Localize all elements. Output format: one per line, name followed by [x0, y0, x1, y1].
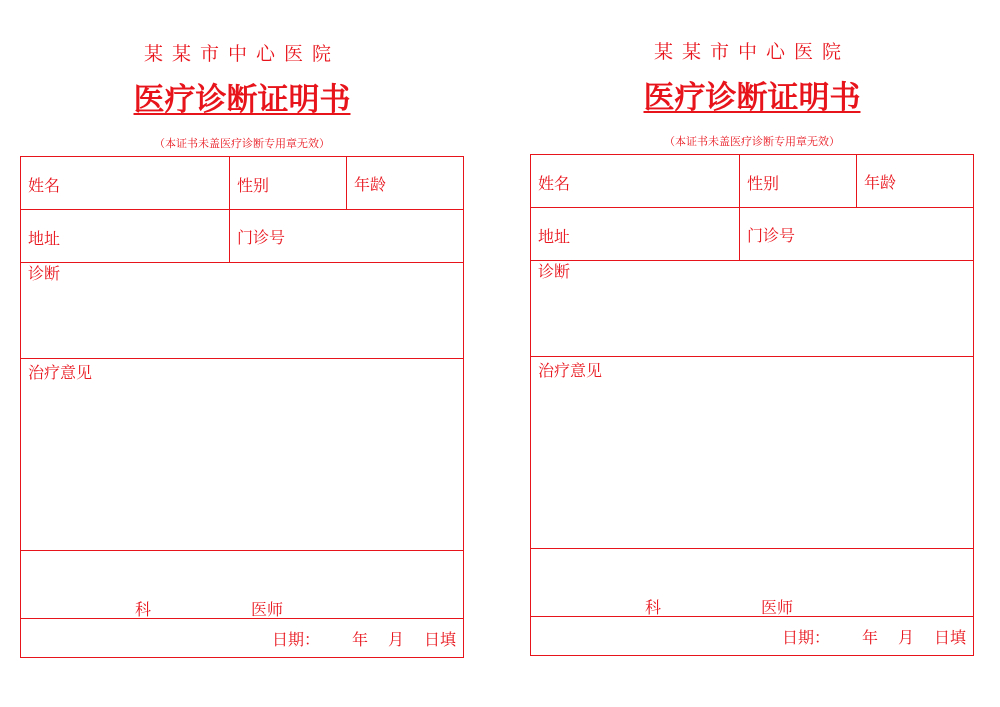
diagnosis-field[interactable]: 诊断 — [538, 262, 571, 281]
clinic-number-field[interactable]: 门诊号 — [747, 226, 796, 245]
date-label: 日期： — [782, 628, 831, 647]
name-field[interactable]: 姓名 — [538, 174, 571, 193]
hospital-name: 某某市中心医院 — [653, 41, 850, 63]
address-field[interactable]: 地址 — [28, 229, 61, 248]
column-divider — [739, 155, 740, 260]
age-field[interactable]: 年龄 — [354, 175, 387, 194]
date-month[interactable]: 月 — [898, 628, 915, 647]
diagnosis-field[interactable]: 诊断 — [28, 264, 61, 283]
row-divider — [531, 207, 973, 208]
department-field[interactable]: 科 — [645, 598, 662, 617]
treatment-field[interactable]: 治疗意见 — [28, 363, 93, 382]
address-field[interactable]: 地址 — [538, 227, 571, 246]
certificate-title: 医疗诊断证明书 — [643, 80, 861, 116]
validity-note: （本证书未盖医疗诊断专用章无效） — [664, 135, 840, 148]
date-year[interactable]: 年 — [862, 628, 879, 647]
row-divider — [21, 262, 463, 263]
validity-note: （本证书未盖医疗诊断专用章无效） — [154, 137, 330, 150]
certificate-title: 医疗诊断证明书 — [133, 82, 351, 118]
hospital-name: 某某市中心医院 — [143, 43, 340, 65]
date-month[interactable]: 月 — [388, 630, 405, 649]
gender-field[interactable]: 性别 — [747, 174, 780, 193]
date-year[interactable]: 年 — [352, 630, 369, 649]
date-day-fill[interactable]: 日填 — [934, 628, 967, 647]
age-field[interactable]: 年龄 — [864, 173, 897, 192]
doctor-field[interactable]: 医师 — [251, 600, 284, 619]
row-divider — [531, 356, 973, 357]
gender-field[interactable]: 性别 — [237, 176, 270, 195]
column-divider — [346, 157, 347, 209]
column-divider — [856, 155, 857, 207]
treatment-field[interactable]: 治疗意见 — [538, 361, 603, 380]
column-divider — [229, 157, 230, 262]
department-field[interactable]: 科 — [135, 600, 152, 619]
row-divider — [531, 260, 973, 261]
name-field[interactable]: 姓名 — [28, 176, 61, 195]
form-grid — [530, 154, 974, 656]
row-divider — [531, 616, 973, 617]
clinic-number-field[interactable]: 门诊号 — [237, 228, 286, 247]
row-divider — [21, 358, 463, 359]
doctor-field[interactable]: 医师 — [761, 598, 794, 617]
row-divider — [21, 209, 463, 210]
date-label: 日期： — [272, 630, 321, 649]
row-divider — [531, 548, 973, 549]
row-divider — [21, 618, 463, 619]
form-grid — [20, 156, 464, 658]
date-day-fill[interactable]: 日填 — [424, 630, 457, 649]
row-divider — [21, 550, 463, 551]
